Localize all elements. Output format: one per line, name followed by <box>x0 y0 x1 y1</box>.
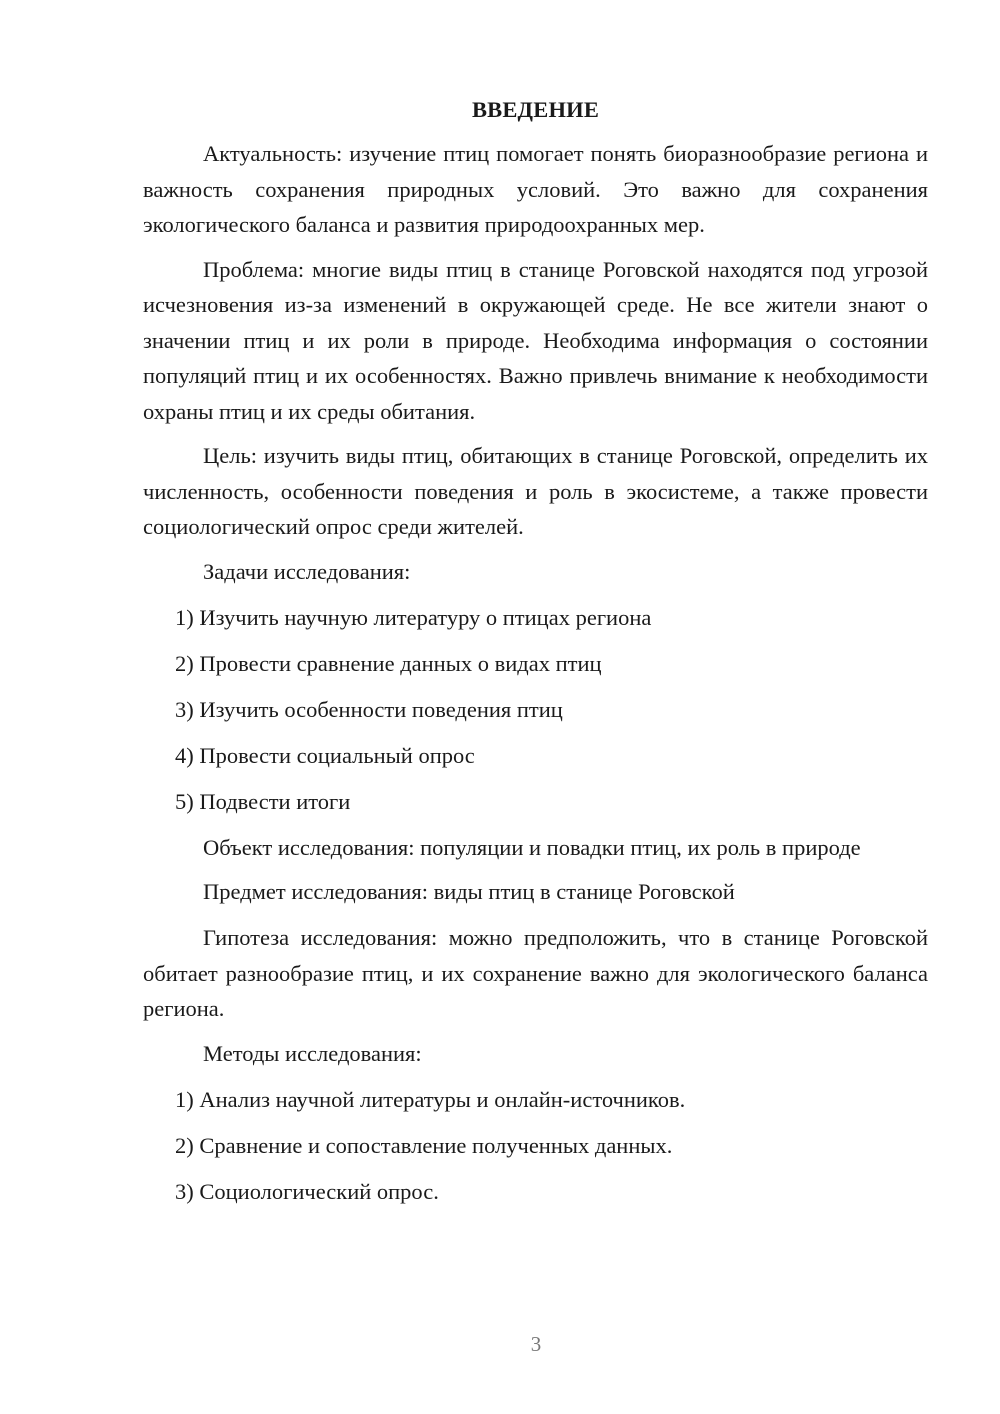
hypothesis-paragraph: Гипотеза исследования: можно предположить, что в станице Роговской обитает разнообразие птиц, и их сохранение важно для экологического баланса региона. <box>143 925 928 1021</box>
section-title: ВВЕДЕНИЕ <box>471 97 600 122</box>
goal-paragraph: Цель: изучить виды птиц, обитающих в станице Роговской, определить их численность, особенности поведения и роль в экосистеме, а также провести социологический опрос среди жителей. <box>143 443 928 539</box>
page-number: 3 <box>530 1332 542 1356</box>
problem-paragraph: Проблема: многие виды птиц в станице Роговской находятся под угрозой исчезновения из-за изменений в окружающей среде. Не все жители знают о значении птиц и их роли в природе. Необходима информация о состоянии популяций птиц и их особенностях. Важно привлечь внимание к необходимости охраны птиц и их среды обитания. <box>143 256 928 424</box>
list-item: 4) Провести социальный опрос <box>175 742 475 768</box>
document-page <box>143 92 928 1220</box>
subject-paragraph: Предмет исследования: виды птиц в станице Роговской <box>203 879 735 904</box>
list-item: 1) Изучить научную литературу о птицах региона <box>175 604 652 630</box>
methods-list <box>143 1082 928 1210</box>
tasks-list <box>143 600 928 820</box>
object-paragraph: Объект исследования: популяции и повадки птиц, их роль в природе <box>203 834 861 860</box>
list-item: 5) Подвести итоги <box>175 788 351 814</box>
list-item: 3) Социологический опрос. <box>175 1178 439 1204</box>
tasks-heading: Задачи исследования: <box>203 558 411 584</box>
list-item: 2) Сравнение и сопоставление полученных данных. <box>175 1132 673 1158</box>
methods-heading: Методы исследования: <box>203 1040 422 1066</box>
list-item: 2) Провести сравнение данных о видах птиц <box>175 650 602 676</box>
relevance-paragraph: Актуальность: изучение птиц помогает понять биоразнообразие региона и важность сохранения природных условий. Это важно для сохранения экологического баланса и развития природоохранных мер. <box>143 141 928 237</box>
list-item: 3) Изучить особенности поведения птиц <box>175 696 563 722</box>
list-item: 1) Анализ научной литературы и онлайн-источников. <box>175 1086 686 1112</box>
